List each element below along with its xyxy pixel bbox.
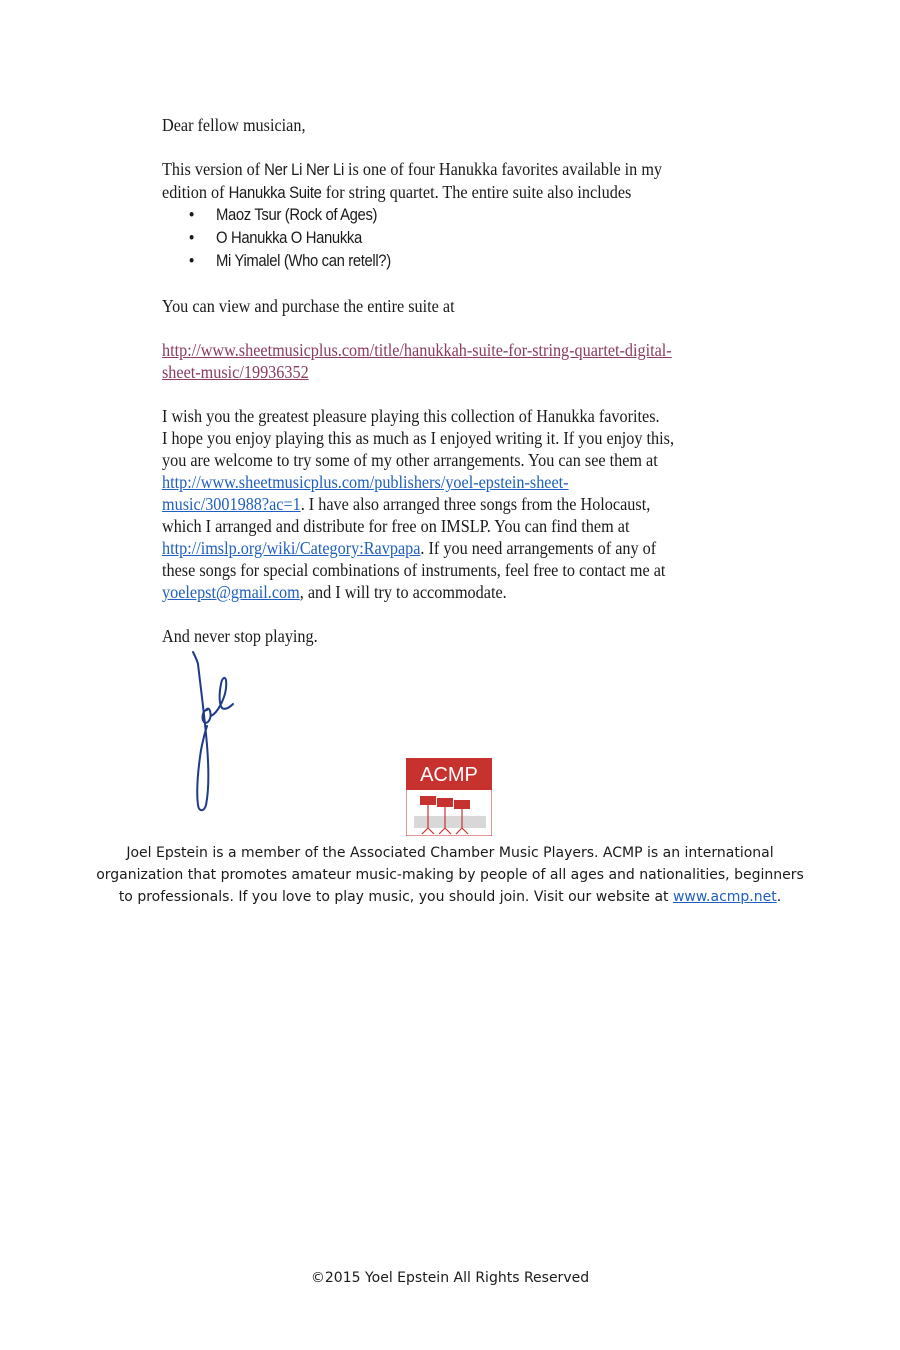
bullet-icon: •: [189, 206, 194, 224]
bullet-icon: •: [189, 229, 194, 247]
view-line: You can view and purchase the entire suite at: [162, 296, 455, 316]
suite-list: [162, 204, 762, 273]
intro-paragraph: This version of Ner Li Ner Li is one of four Hanukka favorites available in my edition of Hanukka Suite for string quartet. The entire suite also includes: [162, 159, 663, 202]
copyright-footer: ©2015 Yoel Epstein All Rights Reserved: [310, 1270, 590, 1286]
imslp-link[interactable]: http://imslp.org/wiki/Category:Ravpapa: [162, 538, 421, 558]
main-paragraph: I wish you the greatest pleasure playing this collection of Hanukka favorites. I hope you enjoy playing this as much as I enjoyed writing it. If you enjoy this, you are welcome to try some of my other arrangements. You can see them at http://www.sheetmusicplus.com/publishers/yoel-epstein-sheet- music/3001988?ac=1. I have also arranged three songs from the Holocaust, which I arranged and distribute for free on IMSLP. You can find them at http://imslp.org/wiki/Category:Ravpapa. If you need arrangements of any of these songs for special combinations of instruments, feel free to contact me at yoelepst@gmail.com, and I will try to accommodate.: [162, 406, 675, 602]
letter-body: [162, 114, 762, 647]
publisher-link[interactable]: http://www.sheetmusicplus.com/publishers/yoel-epstein-sheet- music/3001988?ac=1: [162, 472, 569, 514]
bullet-icon: •: [189, 252, 194, 270]
acmp-logo: [406, 758, 492, 836]
list-item: • Mi Yimalel (Who can retell?): [216, 250, 762, 273]
acmp-membership-note: Joel Epstein is a member of the Associated Chamber Music Players. ACMP is an international organization that promotes amateur music-making by people of all ages and nationalities, beginners to professionals. If you love to play music, you should join. Visit our website at www.acmp.net.: [96, 845, 804, 905]
suite-purchase-link[interactable]: http://www.sheetmusicplus.com/title/hanukkah-suite-for-string-quartet-digital- sheet-music/19936352: [162, 340, 672, 382]
suite-title: Hanukka Suite: [228, 184, 322, 202]
email-link[interactable]: yoelepst@gmail.com: [162, 582, 300, 602]
list-item: • O Hanukka O Hanukka: [216, 227, 762, 250]
greeting: Dear fellow musician,: [162, 115, 306, 135]
list-item: • Maoz Tsur (Rock of Ages): [216, 204, 762, 227]
suite-link-paragraph: [162, 339, 762, 383]
closing-line: And never stop playing.: [162, 626, 318, 646]
logo-text: ACMP: [420, 764, 478, 786]
acmp-website-link[interactable]: www.acmp.net: [672, 889, 777, 905]
piece-title: Ner Li Ner Li: [264, 161, 344, 179]
signature-image: [185, 650, 255, 815]
